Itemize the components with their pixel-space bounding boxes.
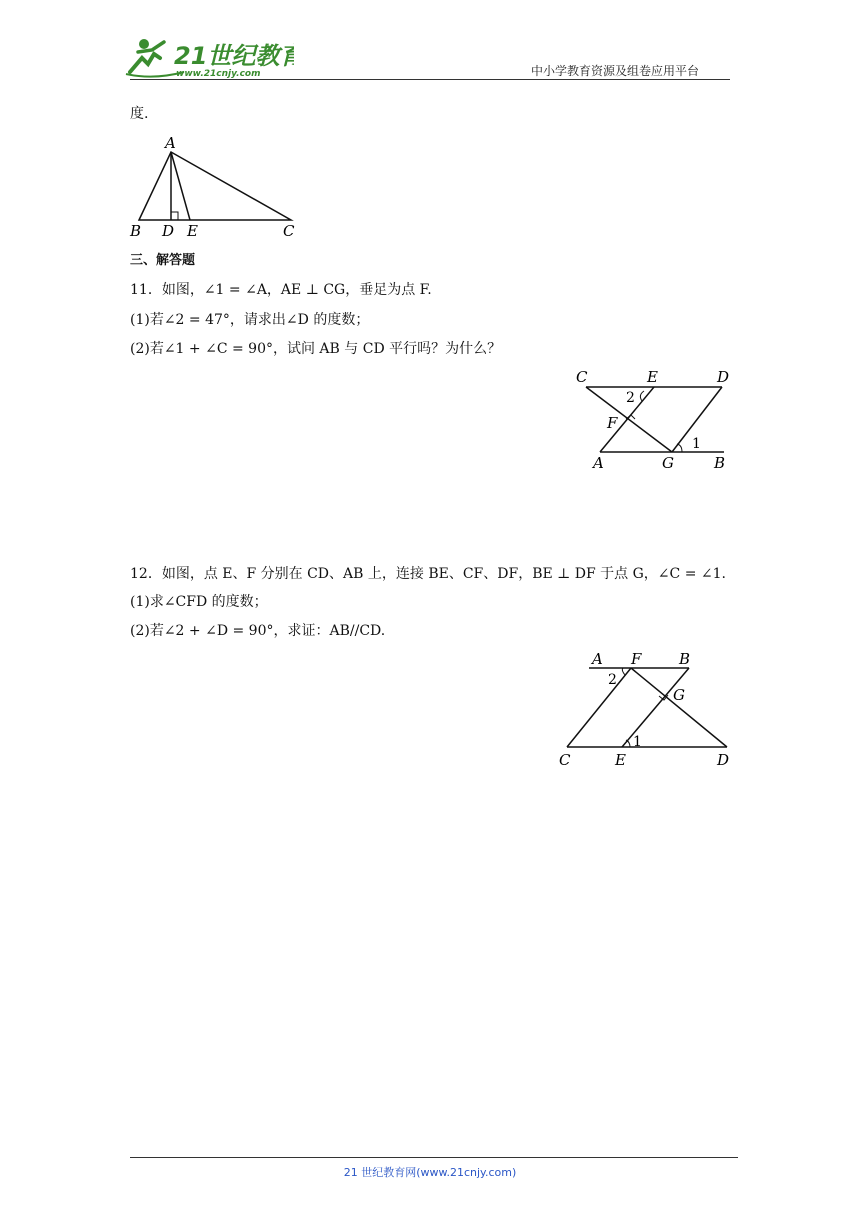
q12-angle-2: 2 (608, 672, 617, 688)
q12-label-d: D (717, 751, 730, 769)
figure-q11 (570, 364, 745, 476)
q12-part1: (1)求∠CFD 的度数； (130, 594, 268, 610)
q12-label-f: F (631, 650, 642, 668)
footer-divider (130, 1157, 738, 1158)
header-divider (130, 79, 730, 80)
previous-question-tail: 度. (130, 106, 149, 122)
q12-label-a: A (592, 650, 603, 668)
q11-part2: (2)若∠1 + ∠C = 90°，试问 AB 与 CD 平行吗？为什么？ (130, 341, 502, 357)
site-logo (124, 34, 294, 82)
q12-label-b: B (679, 650, 691, 668)
label-b: B (130, 222, 142, 240)
q11-label-c: C (576, 368, 588, 386)
label-d: D (162, 222, 175, 240)
section-title: 三、解答题 (130, 253, 196, 268)
q11-label-a: A (593, 454, 604, 472)
label-e: E (187, 222, 198, 240)
footer-link[interactable]: 21 世纪教育网(www.21cnjy.com) (343, 1166, 517, 1179)
q11-part1: (1)若∠2 = 47°，请求出∠D 的度数； (130, 312, 370, 328)
q11-label-d: D (717, 368, 730, 386)
label-c: C (283, 222, 295, 240)
q11-statement: 11．如图，∠1 = ∠A，AE ⊥ CG，垂足为点 F. (130, 282, 432, 298)
q11-label-b: B (714, 454, 726, 472)
logo-graphic (124, 34, 294, 82)
figure-triangle-abc (125, 132, 310, 244)
q12-angle-1: 1 (633, 734, 642, 750)
q11-angle-1: 1 (692, 436, 701, 452)
q12-label-c: C (559, 751, 571, 769)
q11-angle-2: 2 (626, 390, 635, 406)
header-platform-text: 中小学教育资源及组卷应用平台 (531, 64, 700, 78)
svg-text:21世纪教育: 21世纪教育 (174, 42, 294, 70)
q12-statement: 12．如图，点 E、F 分别在 CD、AB 上，连接 BE、CF、DF，BE ⊥ DF 于点 G，∠C = ∠1. (130, 566, 726, 582)
label-a: A (165, 134, 176, 152)
figure-q12 (555, 648, 740, 773)
q11-label-g: G (662, 454, 674, 472)
q11-label-f: F (607, 414, 618, 432)
q11-label-e: E (647, 368, 658, 386)
q12-label-e: E (615, 751, 626, 769)
q12-part2: (2)若∠2 + ∠D = 90°，求证：AB//CD. (130, 623, 386, 639)
svg-text:www.21cnjy.com: www.21cnjy.com (176, 69, 261, 79)
q12-label-g: G (673, 686, 685, 704)
